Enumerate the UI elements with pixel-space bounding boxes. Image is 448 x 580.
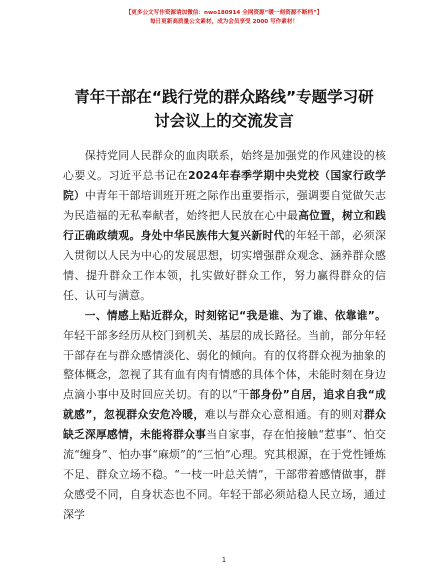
intro-text-1: 保持党同人民群众的血肉联系，始终是加强党的作风建设的核心要义。习近平总书记在 <box>63 149 386 182</box>
document-title-line-1: 青年干部在“践行党的群众路线”专题学习研 <box>74 88 374 106</box>
intro-bold-2: 高位置，树立和践行正确政绩观。身处中华民族伟大复兴新时代 <box>63 208 386 242</box>
page-number: 1 <box>221 556 227 564</box>
document-body <box>63 146 386 525</box>
intro-text-2: 中青年干部培训班开班之际作出重要指示，强调要自觉做矢志为民造福的无私奉献者，始终把人民放在心中最 <box>63 188 386 222</box>
paragraph-intro <box>63 146 386 306</box>
resource-banner-line-2: 每日更新高质量公文素材，成为会员享受 2000 写作素材！ <box>149 19 299 25</box>
section-1-text-3: 当自家事，存在怕接触“惹事”、怕交流“缠身”、怕办事“麻烦”的“三怕”心理。究其根源，在于党性锤炼不足、群众立场不稳。“一枝一叶总关情”，干部带着感情做事，群众感受不同，自身状态也不同。年轻干部必须站稳人民立场，通过深学 <box>63 428 387 522</box>
section-1-heading: 一、情感上贴近群众，时刻铭记“我是谁、为了谁、依靠谁”。 <box>84 308 386 322</box>
section-1-text-2: 难以与群众心意相通。有的则对 <box>204 408 364 422</box>
intro-bold-1: 2024年春季学期中央党校（国家行政学院） <box>63 168 386 202</box>
intro-text-3: 的年轻干部，必须深入贯彻以人民为中心的发展思想，切实增强群众观念、涵养群众感情、提升群众工作本领，扎实做好群众工作，努力赢得群众的信任、认可与满意。 <box>63 228 386 302</box>
section-1-text-1: 年轻干部多经历从校门到机关、基层的成长路径。当前，部分年轻干部存在与群众感情淡化、弱化的倾向。有的仅将群众视为抽象的整体概念，忽视了其有血有肉有情感的具体个体，未能时刻在身边点滴小事中及时回应关切。有的以“干 <box>63 328 386 402</box>
paragraph-section-1 <box>63 306 386 525</box>
section-1-bold-2: 部身份”自居，追求自我“成就感”，忽视群众安危冷暖， <box>63 388 386 422</box>
document-title-line-2: 讨会议上的交流发言 <box>154 112 294 130</box>
resource-banner-line-1: 【更多公文写作资源请加微信：nwo180914 全网资源“暖一刻资源不断档”】 <box>125 10 323 16</box>
section-1-bold-3: 群众缺乏深厚感情，未能将群众事 <box>63 408 386 442</box>
